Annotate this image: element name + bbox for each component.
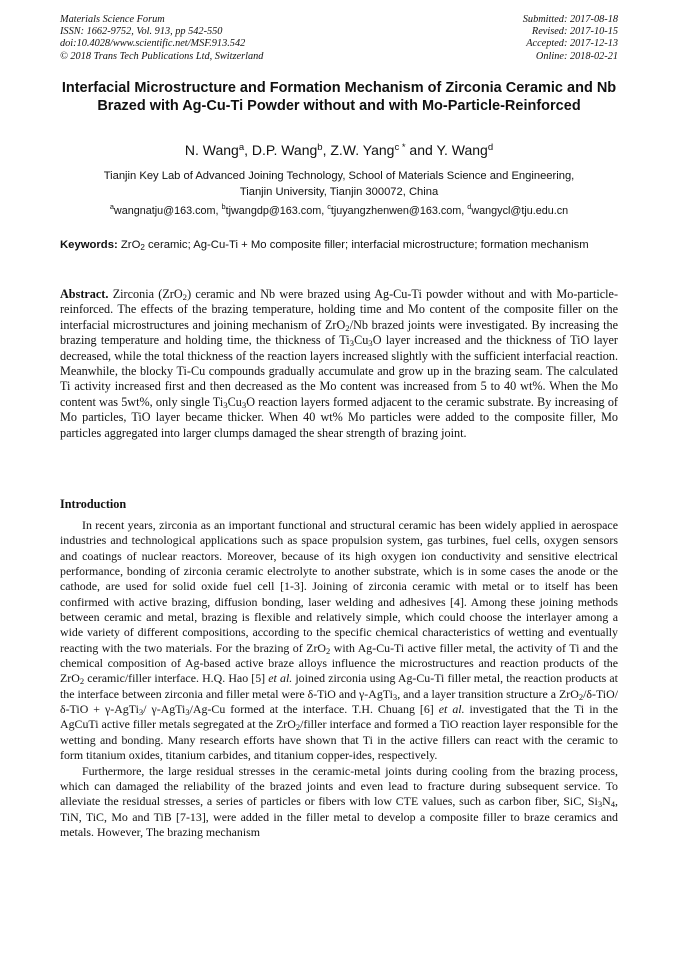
body-text: , TiN, TiC, Mo and TiB [7-13], were added in the filler metal to develop a composite filler to braze ceramics and metals. However, The brazing mechanism <box>60 794 618 839</box>
issn: ISSN: 1662-9752, Vol. 913, pp 542-550 <box>60 26 223 38</box>
journal-name: Materials Science Forum <box>60 14 165 25</box>
accepted-date: Accepted: 2017-12-13 <box>526 38 618 50</box>
subscript: 3 <box>223 399 228 410</box>
email-mark: d <box>467 202 472 211</box>
body-text: , and a layer transition structure a ZrO <box>397 686 579 701</box>
subscript: 3 <box>368 338 373 349</box>
copyright: © 2018 Trans Tech Publications Ltd, Switzerland <box>60 50 264 62</box>
subscript: 3 <box>138 707 144 718</box>
body-text: /Ag-Cu formed at the interface. T.H. Chuang [6] <box>189 702 439 717</box>
italic-text: et al. <box>268 671 293 686</box>
author-1-mark: a <box>238 142 245 153</box>
abstract-text: O reaction layers formed adjacent to the ceramic substrate. By increasing of Mo particles, TiO layer became thicker. When 40 wt% Mo particles were added to the composite filler, Mo particles aggregated into larger clumps damaged the shear strength of brazing joint. <box>60 394 618 440</box>
author-separator: , <box>244 142 252 158</box>
abstract <box>60 287 618 441</box>
subscript: 2 <box>345 322 350 333</box>
subscript: 4 <box>610 799 616 810</box>
email-mark: c <box>327 202 331 211</box>
email-mark: a <box>109 202 114 211</box>
header-left <box>60 14 263 63</box>
keywords-text: ZrO <box>117 239 141 251</box>
online-date: Online: 2018-02-21 <box>535 50 618 62</box>
italic-text: et al. <box>438 702 465 717</box>
body-text: / γ-AgTi <box>143 702 186 717</box>
author-2-mark: b <box>317 142 323 153</box>
author-4-mark: d <box>487 142 494 153</box>
paper-title: Interfacial Microstructure and Formation Mechanism of Zirconia Ceramic and Nb Brazed with Ag-Cu-Ti Powder without and with Mo-Particle-Reinforced <box>61 80 617 115</box>
submitted-date: Submitted: 2017-08-18 <box>522 14 618 25</box>
email-list <box>60 204 618 218</box>
email-link-2[interactable]: tjwangdp@163.com, <box>225 205 328 217</box>
abstract-label: Abstract. <box>60 287 109 301</box>
journal-header <box>60 14 618 66</box>
subscript: 2 <box>578 691 584 702</box>
body-text: joined zirconia using Ag-Cu-Ti filler metal, the reaction products at the interface between zirconia and filler metal were δ-TiO and γ-AgTi <box>60 671 618 701</box>
author-list <box>60 141 618 159</box>
email-link-3[interactable]: tjuyangzhenwen@163.com, <box>330 205 468 217</box>
author-3: Z.W. Yang <box>330 142 395 158</box>
abstract-text: O layer increased and the thickness of TiO layer decreased, while the total thickness of the reaction layers increased slightly with the sufficient interfacial reaction. Meanwhile, the blocky Ti-Cu compounds gradually accumulate and grow up in the brazing seam. The calculated Ti activity increased first and then decreased as the Mo content was increased from 5 to 40 wt%. When the Mo content was 5wt%, only single Ti <box>60 333 618 409</box>
body-text: /filler interface and formed a TiO reaction layer responsible for the wetting and bonding. Many research efforts have shown that Ti in the active fillers can react with the ceramic to form titanium oxides, titanium carbides, and titanium copper-ides, respectively. <box>60 717 618 763</box>
body-text: Furthermore, the large residual stresses in the ceramic-metal joints during cooling from the brazing process, which can damaged the reliability of the brazed joints and even lead to fracture during subsequent service. To alleviate the residual stresses, a series of particles or fibers with low CTE values, such as carbon fiber, SiC, Si <box>60 763 618 809</box>
subscript: 2 <box>140 243 145 252</box>
author-4: Y. Wang <box>436 142 488 158</box>
keywords <box>60 238 618 252</box>
subscript: 2 <box>295 722 301 733</box>
affiliation-line-2: Tianjin University, Tianjin 300072, China <box>239 186 439 198</box>
email-link-4[interactable]: wangycl@tju.edu.cn <box>471 205 569 217</box>
author-separator: , <box>322 142 331 158</box>
section-heading-introduction: Introduction <box>60 497 127 511</box>
subscript: 3 <box>597 799 603 810</box>
subscript: 2 <box>182 292 188 302</box>
subscript: 2 <box>79 676 85 687</box>
affiliation <box>60 168 618 200</box>
abstract-text: Cu <box>354 333 369 348</box>
keywords-label: Keywords: <box>60 239 118 251</box>
author-separator: and <box>405 142 437 158</box>
author-3-mark: c * <box>394 142 406 153</box>
header-right <box>523 14 618 63</box>
abstract-text: Zirconia (ZrO <box>108 287 183 301</box>
abstract-text: /Nb brazed joints were investigated. By increasing the brazing temperature and holding time, the thickness of Ti <box>60 317 619 348</box>
subscript: 3 <box>349 338 355 349</box>
abstract-text: Cu <box>227 394 242 409</box>
body-text: investigated that the Ti in the AgCuTi active filler metals segregated at the ZrO <box>60 702 618 732</box>
body-text: with Ag-Cu-Ti active filler metal, the activity of Ti and the chemical composition of Ag-based active braze alloys influence the microstructures and reaction products of the ZrO <box>60 640 619 686</box>
subscript: 3 <box>241 399 247 410</box>
subscript: 3 <box>392 691 398 702</box>
body-text: N <box>602 794 611 809</box>
abstract-text: ) ceramic and Nb were brazed using Ag-Cu-Ti powder without and with Mo-particle-reinforced. The effects of the brazing temperature, holding time and Mo content of the composite filler on the interfacial microstructures and joining mechanism of ZrO <box>60 287 618 332</box>
subscript: 2 <box>326 645 331 656</box>
email-mark: b <box>221 202 226 211</box>
keywords-text: ceramic; Ag-Cu-Ti + Mo composite filler; interfacial microstructure; formation mechanism <box>144 239 589 251</box>
body-text: ceramic/filler interface. H.Q. Hao [5] <box>84 671 269 686</box>
affiliation-line-1: Tianjin Key Lab of Advanced Joining Technology, School of Materials Science and Engineering, <box>103 170 575 182</box>
author-1: N. Wang <box>184 142 239 158</box>
body-text: /δ-TiO/δ-TiO + γ-AgTi <box>60 686 618 717</box>
revised-date: Revised: 2017-10-15 <box>531 26 618 38</box>
introduction-body <box>60 518 618 840</box>
doi: doi:10.4028/www.scientific.net/MSF.913.542 <box>60 38 246 50</box>
paragraph-2 <box>60 764 618 841</box>
paragraph-1 <box>60 518 618 764</box>
author-2: D.P. Wang <box>251 142 318 158</box>
subscript: 3 <box>185 707 190 718</box>
email-link-1[interactable]: wangnatju@163.com, <box>113 205 222 217</box>
body-text: In recent years, zirconia as an important functional and structural ceramic has been widely applied in aerospace industries and technological applications such as space propulsion system, gas turbines, fuel cells, oxygen sensors and coatings of nuclear reactors. Moreover, because of its high oxygen ion conductivity and sensitive electrical performance, bonding of zirconia ceramic electrolyte to another substrate, which is in some cases the anode or the cathode, are used for solid oxide fuel cell [1-3]. Joining of zirconia ceramic with metal or to itself has been confirmed with active brazing, diffusion bonding, laser welding and adhesives [4]. Among these joining methods between ceramic and metal, brazing is flexible and relatively simple, which could choose the interlayer among a wide variety of different compositions, according to the specific chemical characteristics of wetting and eventually reacting with the two materials. For the brazing of ZrO <box>60 518 618 655</box>
